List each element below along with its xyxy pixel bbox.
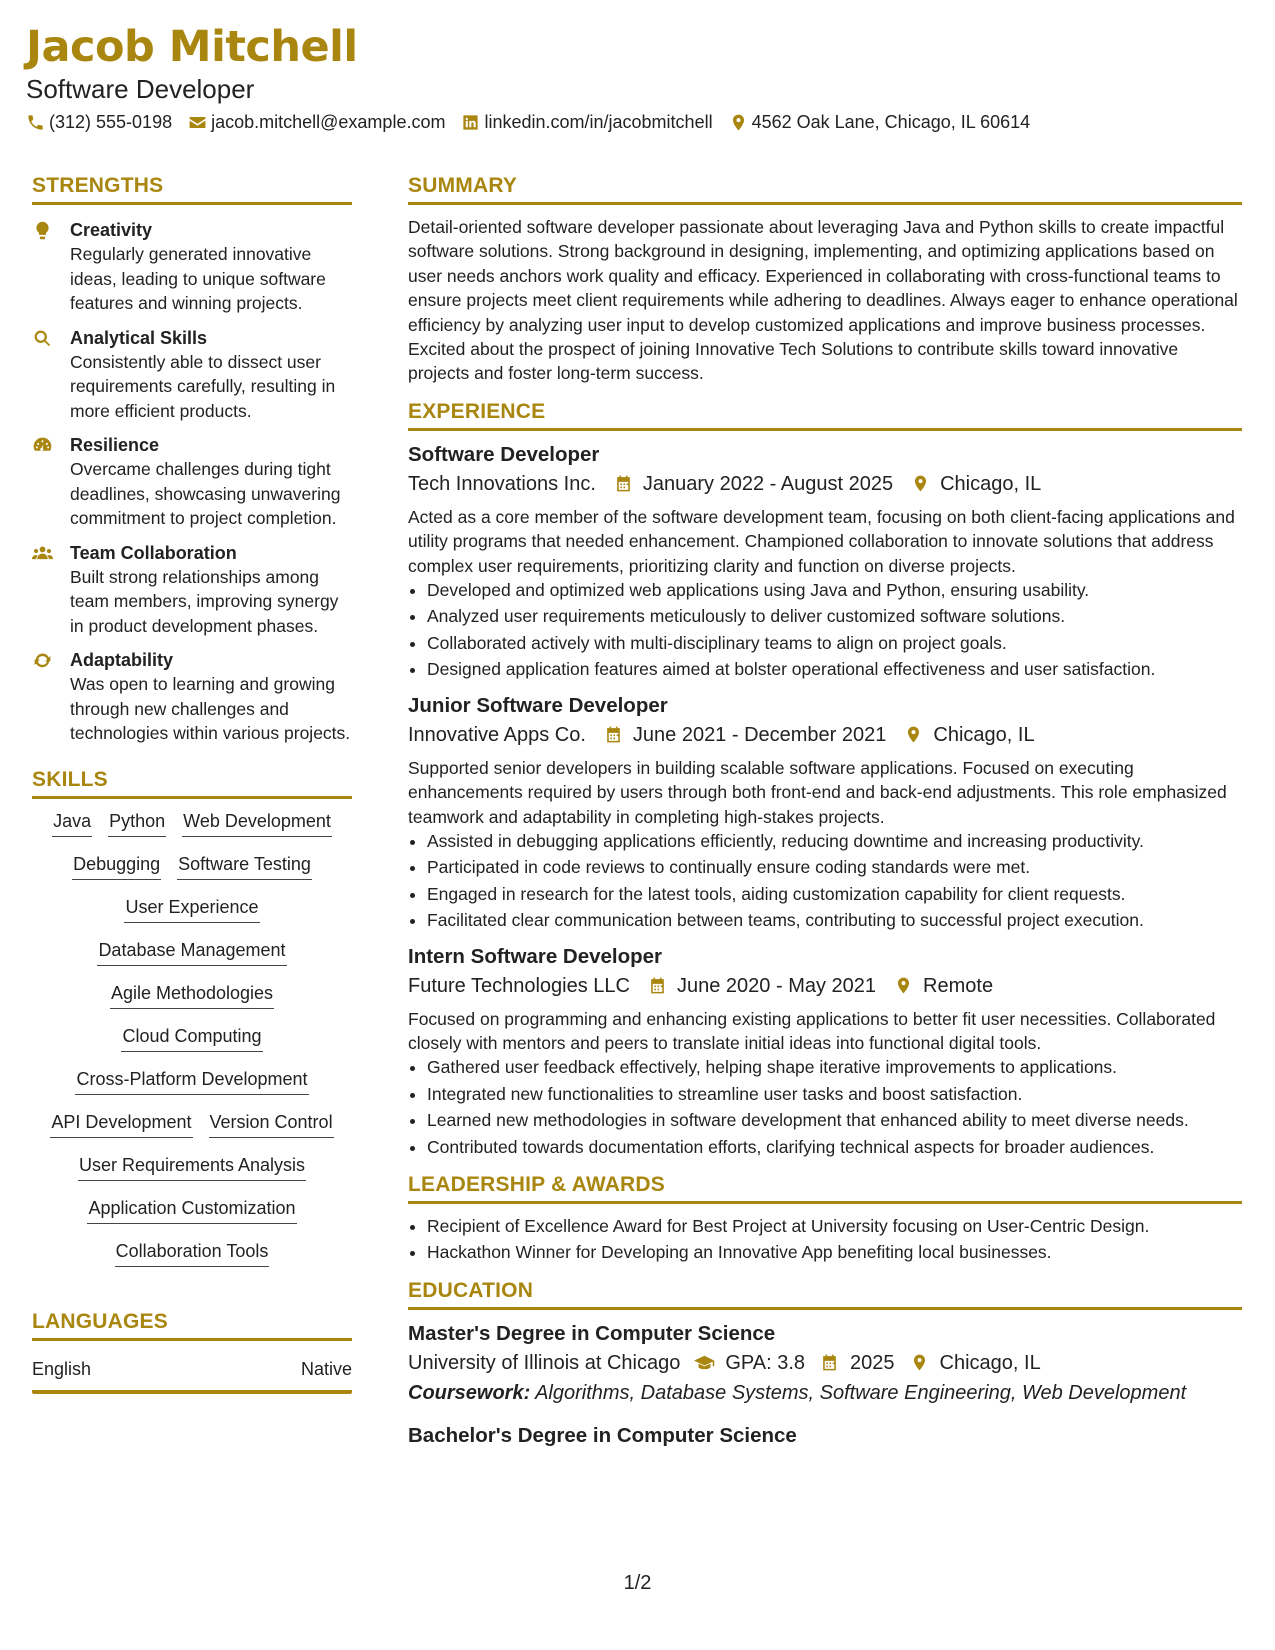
strength-item (32, 541, 352, 639)
job-dates: January 2022 - August 2025 (642, 472, 894, 495)
map-pin-icon (909, 1353, 930, 1372)
job-bullet: • Designed application features aimed at bolster operational effectiveness and user satisfaction. (427, 657, 1242, 681)
job-bullets (408, 578, 1242, 682)
strength-desc: Regularly generated innovative ideas, leading to unique software features and winning projects. (70, 244, 326, 313)
strength-desc: Overcame challenges during tight deadlines, showcasing unwavering commitment to project completion. (70, 459, 341, 528)
contact-address (729, 112, 1031, 133)
map-pin-icon (904, 725, 923, 744)
experience-heading: EXPERIENCE (408, 400, 1242, 431)
strength-item (32, 218, 352, 316)
strength-item (32, 648, 352, 746)
strength-name: Resilience (70, 435, 160, 455)
job-bullet: • Analyzed user requirements meticulously to deliver customized software solutions. (427, 604, 1242, 628)
skills-heading: SKILLS (32, 768, 352, 799)
awards-heading: LEADERSHIP & AWARDS (408, 1173, 1242, 1204)
calendar-icon (648, 976, 667, 995)
job-bullets (408, 1055, 1242, 1159)
phone-icon (26, 113, 45, 132)
gpa: GPA: 3.8 (725, 1351, 806, 1374)
job-company: Tech Innovations Inc. (408, 472, 596, 495)
job-company: Innovative Apps Co. (408, 723, 586, 746)
calendar-icon (614, 474, 633, 493)
language-name: English (32, 1358, 92, 1379)
gauge-icon (32, 435, 53, 456)
languages-heading: LANGUAGES (32, 1310, 352, 1341)
coursework-label: Coursework: (408, 1381, 531, 1404)
job-title: Software Developer (408, 442, 600, 466)
education-entry (408, 1422, 1242, 1450)
page-number: 1/2 (623, 1572, 652, 1594)
job-location: Chicago, IL (940, 472, 1042, 495)
job-meta (408, 971, 1242, 1001)
summary-heading: SUMMARY (408, 174, 1242, 205)
phone-text: (312) 555-0198 (49, 112, 173, 132)
job-title: Intern Software Developer (408, 944, 663, 968)
strength-name: Team Collaboration (70, 542, 237, 563)
strength-item (32, 433, 352, 531)
skill-tag: Database Management (97, 938, 286, 966)
skill-tag: Software Testing (177, 852, 312, 880)
job-description: Acted as a core member of the software development team, focusing on both client-facing applications and utility programs that needed enhancement. Championed collaboration to innovate solutions that address complex user requirements, prioritizing clarity and function on diverse projects. (408, 506, 1235, 576)
sync-icon (32, 650, 53, 671)
job-title: Junior Software Developer (408, 693, 668, 717)
job-entry (408, 943, 1242, 1159)
magnifier-icon (32, 328, 53, 349)
strength-desc: Built strong relationships among team members, improving synergy in product development phases. (70, 566, 339, 636)
school-location: Chicago, IL (939, 1351, 1041, 1374)
right-column (408, 174, 1242, 1450)
skill-tag: Collaboration Tools (115, 1239, 270, 1267)
strengths-heading: STRENGTHS (32, 174, 352, 205)
language-level: Native (300, 1358, 352, 1379)
strength-name: Creativity (70, 220, 153, 240)
skill-tag: API Development (50, 1110, 192, 1138)
strength-item (32, 326, 352, 424)
linkedin-icon (461, 113, 480, 132)
degree-title: Master's Degree in Computer Science (408, 1321, 776, 1345)
school-name: University of Illinois at Chicago (408, 1351, 681, 1374)
job-bullet: • Developed and optimized web applications using Java and Python, ensuring usability. (427, 578, 1242, 602)
strength-name: Analytical Skills (70, 327, 208, 348)
job-dates: June 2021 - December 2021 (632, 723, 887, 746)
job-meta (408, 469, 1242, 499)
email-text: jacob.mitchell@example.com (211, 112, 446, 132)
skill-tag: User Requirements Analysis (78, 1153, 306, 1181)
candidate-name: Jacob Mitchell (26, 22, 358, 72)
job-bullet: • Facilitated clear communication between teams, contributing to successful project execution. (427, 908, 1242, 932)
education-meta (408, 1348, 1242, 1378)
strengths-list (32, 215, 352, 746)
address-text: 4562 Oak Lane, Chicago, IL 60614 (751, 112, 1031, 132)
job-company: Future Technologies LLC (408, 974, 630, 997)
lightbulb-icon (32, 220, 53, 241)
job-bullet: • Contributed towards documentation efforts, clarifying technical aspects for broader audiences. (427, 1135, 1242, 1159)
award-item: • Recipient of Excellence Award for Best Project at University focusing on User-Centric Design. (427, 1214, 1242, 1238)
job-entry (408, 692, 1242, 933)
coursework (408, 1378, 1242, 1408)
calendar-icon (819, 1353, 840, 1372)
contact-email[interactable] (188, 112, 445, 133)
skill-tag: Cloud Computing (121, 1024, 262, 1052)
linkedin-text: linkedin.com/in/jacobmitchell (484, 112, 713, 132)
summary-text: Detail-oriented software developer passionate about leveraging Java and Python skills to create impactful software solutions. Strong background in designing, implementing, and optimizing applications based on user needs anchors work quality and efficacy. Experienced in collaborating with cross-functional teams to ensure projects meet client requirements while adhering to deadlines. Always eager to enhance operational efficiency by analyzing user input to develop customized applications and improve business processes. Excited about the prospect of joining Innovative Tech Solutions to contribute skills toward innovative projects and foster long-term success. (408, 217, 1238, 384)
degree-title: Bachelor's Degree in Computer Science (408, 1423, 797, 1447)
job-bullet: • Assisted in debugging applications efficiently, reducing downtime and increasing productivity. (427, 829, 1242, 853)
contact-linkedin[interactable] (461, 112, 712, 133)
strength-name: Adaptability (70, 650, 174, 670)
map-pin-icon (911, 474, 930, 493)
graduation-cap-icon (694, 1353, 715, 1372)
skill-tag: Application Customization (87, 1196, 296, 1224)
skills-list (32, 809, 352, 1282)
job-dates: June 2020 - May 2021 (677, 974, 877, 997)
job-bullet: • Collaborated actively with multi-disciplinary teams to align on project goals. (427, 631, 1242, 655)
skill-tag: Debugging (72, 852, 161, 880)
calendar-icon (604, 725, 623, 744)
left-column (32, 174, 352, 1394)
job-description: Focused on programming and enhancing existing applications to better fit user necessities. Collaborated closely with mentors and peers to translate initial ideas into functional digital tools. (408, 1008, 1216, 1053)
job-bullet: • Gathered user feedback effectively, helping shape iterative improvements to applications. (427, 1055, 1242, 1079)
job-bullets (408, 829, 1242, 933)
strength-desc: Was open to learning and growing through new challenges and technologies within various projects. (70, 674, 351, 743)
job-location: Chicago, IL (933, 723, 1035, 746)
users-icon (32, 543, 53, 564)
education-heading: EDUCATION (408, 1279, 1242, 1310)
map-pin-icon (894, 976, 913, 995)
skill-tag: Python (108, 809, 166, 837)
job-entry (408, 441, 1242, 682)
strength-desc: Consistently able to dissect user requirements carefully, resulting in more efficient products. (70, 351, 336, 421)
job-description: Supported senior developers in building scalable software applications. Focused on executing enhancements required by users through both front-end and back-end adjustments. This role emphasized teamwork and adaptability in completing high-stakes projects. (408, 757, 1227, 827)
job-bullet: • Participated in code reviews to continually ensure coding standards were met. (427, 855, 1242, 879)
skill-tag: User Experience (124, 895, 259, 923)
job-bullet: • Integrated new functionalities to streamline user tasks and boost satisfaction. (427, 1082, 1242, 1106)
award-item: • Hackathon Winner for Developing an Innovative App benefiting local businesses. (427, 1240, 1242, 1264)
job-meta (408, 720, 1242, 750)
graduation-year: 2025 (850, 1351, 895, 1374)
education-entry (408, 1320, 1242, 1408)
skill-tag: Version Control (209, 1110, 334, 1138)
job-bullet: • Learned new methodologies in software development that enhanced ability to meet diverse needs. (427, 1108, 1242, 1132)
job-bullet: • Engaged in research for the latest tools, aiding customization capability for client requests. (427, 882, 1242, 906)
skill-tag: Agile Methodologies (110, 981, 274, 1009)
contact-phone[interactable] (26, 112, 172, 133)
job-location: Remote (923, 974, 994, 997)
envelope-icon (188, 113, 207, 132)
contact-bar (26, 112, 1046, 133)
candidate-title: Software Developer (26, 74, 255, 104)
map-pin-icon (729, 113, 748, 132)
skill-tag: Cross-Platform Development (75, 1067, 308, 1095)
coursework-text: Algorithms, Database Systems, Software Engineering, Web Development (535, 1381, 1187, 1404)
language-row (32, 1351, 352, 1394)
awards-list (408, 1214, 1242, 1265)
skill-tag: Java (52, 809, 92, 837)
skill-tag: Web Development (182, 809, 332, 837)
